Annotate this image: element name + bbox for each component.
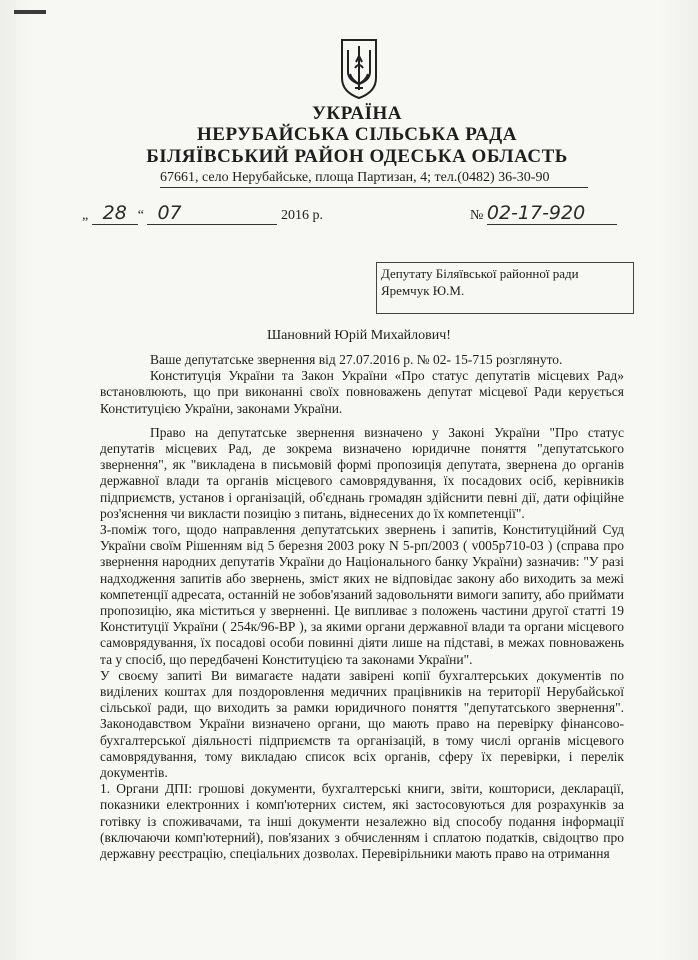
letter-date: „ 28 “ 07 2016 р. (82, 202, 323, 224)
paragraph-3: Право на депутатське звернення визначено у Законі України "Про статус депутатів місцевих Рад, де зокрема визначено юридичне поняття "депутатського звернення", як "викладена в письмовій формі пропозиція депутата, звернена до органів державної влади та органів місцевого самоврядування, їх посадових осіб, керівників підприємств, установ і організацій, об'єднань громадян здійснити певні дії, дати офіційне роз'яснення чи викласти позицію з питань, віднесених до їх компетенції". (100, 424, 624, 521)
reg-number-prefix: № (470, 208, 484, 223)
letterhead-divider (160, 187, 588, 188)
letter-body (100, 352, 624, 862)
date-year: 2016 р. (280, 208, 323, 223)
letterhead-council: НЕРУБАЙСЬКА СІЛЬСЬКА РАДА (197, 124, 517, 145)
paragraph-2: Конституція України та Закон України «Про статус депутатів місцевих Рад» встановлюють, що при виконанні своїх повноважень депутат місцевої Ради керується Конституцією України, законами України. (100, 368, 624, 416)
letterhead-country: УКРАЇНА (311, 103, 402, 124)
paragraph-4: З-поміж того, щодо направлення депутатських звернень і запитів, Конституційний Суд України своїм Рішенням від 5 березня 2003 року N 5-рп/2003 ( v005p710-03 ) (справа про звернення народних депутатів України до Національного банку України) зазначив: "У разі надходження запитів або звернень, зміст яких не відповідає закону або виходить за межі компетенції адресата, останній не зобов'язаний задовольняти вимоги запиту, або приймати пропозицію, яка міститься у зверненні. Це випливає з положень частини другої статті 19 Конституції України ( 254к/96-ВР ), за якими органи державної влади та органи місцевого самоврядування, їх посадові особи повинні діяти лише на підставі, в межах повноважень та у спосіб, що передбачені Конституцією та законами України". (100, 522, 624, 667)
date-month: 07 (157, 202, 182, 224)
addressee-name: Яремчук Ю.М. (381, 283, 465, 298)
reg-number-value: 02-17-920 (486, 202, 586, 224)
trident-emblem-icon (339, 38, 379, 100)
scan-mark (14, 10, 46, 14)
registration-number (470, 202, 617, 225)
paragraph-1: Ваше депутатське звернення від 27.07.2016 р. № 02- 15-715 розглянуто. (150, 352, 563, 367)
paragraph-5: У своєму запиті Ви вимагаєте надати завірені копії бухгалтерських документів по виділених коштах для поздоровлення медичних працівників на території Нерубайської сільської ради, що виходить за рамки юридичного поняття "депутатського звернення". Законодавством України визначено органи, що мають право на перевірку фінансово-бухгалтерської діяльності підприємств та організацій, в тому числі органів місцевого самоврядування, тому викладаю список всіх органів, сферу їх перевірки, і перелік документів. (100, 667, 624, 781)
letterhead-address: 67661, село Нерубайське, площа Партизан, 4; тел.(0482) 36-30-90 (160, 170, 550, 185)
date-day: 28 (102, 202, 127, 224)
paragraph-6: 1. Органи ДПІ: грошові документи, бухгалтерські книги, звіти, кошториси, декларації, показники електронних і комп'ютерних систем, які застосовуються для розрахунків за готівку із споживачами, та інші документи незалежно від способу подання інформації (включаючи комп'ютерний), пов'язаних з обчисленням і сплатою податків, свідоцтво про державну реєстрацію, спеціальних дозволах. Перевірільники мають право на отримання (100, 781, 624, 862)
salutation: Шановний Юрій Михайлович! (267, 328, 451, 343)
letterhead-district: БІЛЯЇВСЬКИЙ РАЙОН ОДЕСЬКА ОБЛАСТЬ (146, 146, 568, 167)
addressee-title: Депутату Біляївської районної ради (381, 266, 579, 281)
addressee-box (376, 262, 634, 314)
